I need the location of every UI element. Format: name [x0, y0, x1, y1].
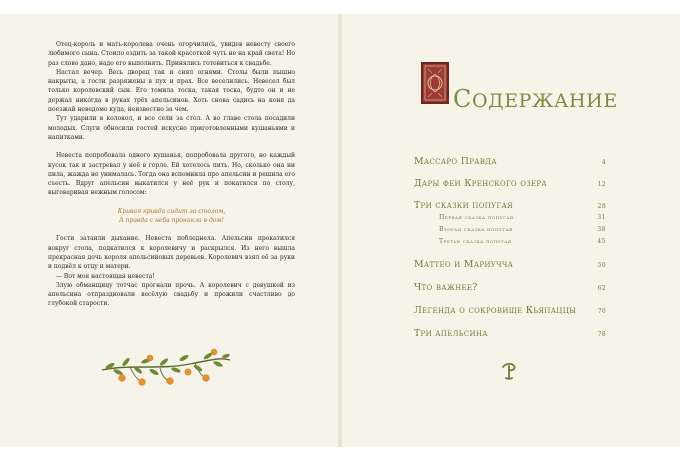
story-paragraph: Злую обманщицу тотчас прогнали прочь. А королевич с девушкой из апельсина отпраздновали весёлую свадьбу и прожили счастливо до глубокой старости.	[48, 281, 295, 308]
toc-entry[interactable]: Что важнее? 62	[414, 282, 606, 293]
poem-line: А правда с неба проникла в дом!	[119, 217, 224, 225]
toc-subentry[interactable]: Третья сказка попугая 45	[439, 238, 606, 245]
story-paragraph: — Вот моя настоящая невеста!	[56, 272, 155, 280]
toc-page-number: 12	[597, 181, 606, 188]
toc-subentry[interactable]: Первая сказка попугая 31	[439, 214, 606, 221]
story-paragraph: Отец-король и мать-королева очень огорчились, увидев невесту своего любимого сына. Стоило ездить за такой красоткой чуть не на край света! Но раз слово дано, надо его выполнять. Принялись готовиться к свадьбе.	[48, 41, 295, 67]
story-paragraph: Невеста попробовала одного кушанья, попробовала другого, но каждый кусок так и застревал у неё в горле. Ей хотелось пить. Но, сколько она ни пила, жажда не унималась. Тогда она вспомнила про апельсин и решила его съесть. Вдруг апельсин выкатился у неё рук и покатился по столу, выговаривая нежным голосом:	[48, 152, 295, 197]
toc-page-number: 38	[597, 226, 606, 233]
toc-entry[interactable]: Маттео и Мариучча 50	[414, 259, 606, 270]
toc-title-cap: С	[453, 85, 472, 113]
story-paragraph: Тут ударили в колокол, и все сели за стол. А во главе стола посадили молодых. Слуги обносили гостей искусно приготовленными кушаньями и напитками.	[48, 115, 295, 141]
toc-page-number: 28	[597, 203, 606, 210]
flourish-ornament	[501, 362, 517, 380]
toc-entry[interactable]: Три сказки попугая 28	[414, 200, 606, 211]
story-text	[48, 40, 295, 309]
toc-entry[interactable]: Массаро Правда 4	[414, 156, 606, 167]
toc-entry[interactable]: Дары феи Кренского озера 12	[414, 178, 606, 189]
toc-page-number: 50	[597, 262, 606, 269]
toc-entry[interactable]: Три апельсина 78	[414, 328, 606, 339]
toc-page-number: 45	[597, 238, 606, 245]
orange-branch-illustration	[100, 340, 232, 390]
story-paragraph: Настал вечер. Весь дворец так и сиял огнями. Столы были пышно накрыты, а гости разряжены в пух и прах. Все веселились. Невесел был только королевский сын. Его томила тоска, такая тоска, будто он и не держал никогда в руках трёх апельсинов. Хоть снова садись на коня да поезжай неведомо куда, неизвестно за чем.	[48, 68, 295, 114]
toc-page-number: 70	[597, 308, 606, 315]
toc-title	[453, 85, 618, 113]
toc-page-number: 78	[597, 331, 606, 338]
drop-cap-ornament	[421, 62, 449, 104]
toc-subentry[interactable]: Вторая сказка попугая 38	[439, 226, 606, 233]
toc-page-number: 62	[597, 285, 606, 292]
toc-page-number: 31	[597, 214, 606, 221]
toc-title-rest: ОДЕРЖАНИЕ	[471, 90, 618, 112]
toc-entry[interactable]: Легенда о сокровище Кьяпаццы 70	[414, 305, 606, 316]
story-paragraph: Гости затаили дыхание. Невеста побледнела. Апельсин прокатился вокруг стола, подкатился к королевичу и раскрылся. Из него вышла прекрасная дочь короля апельсиновых деревьев. Королевич взял её за руки и подвёл к отцу и матери.	[48, 235, 295, 271]
poem-line: Кривая кривда сидит за столом,	[117, 207, 226, 215]
toc-page-number: 4	[601, 159, 606, 166]
poem	[48, 207, 295, 226]
